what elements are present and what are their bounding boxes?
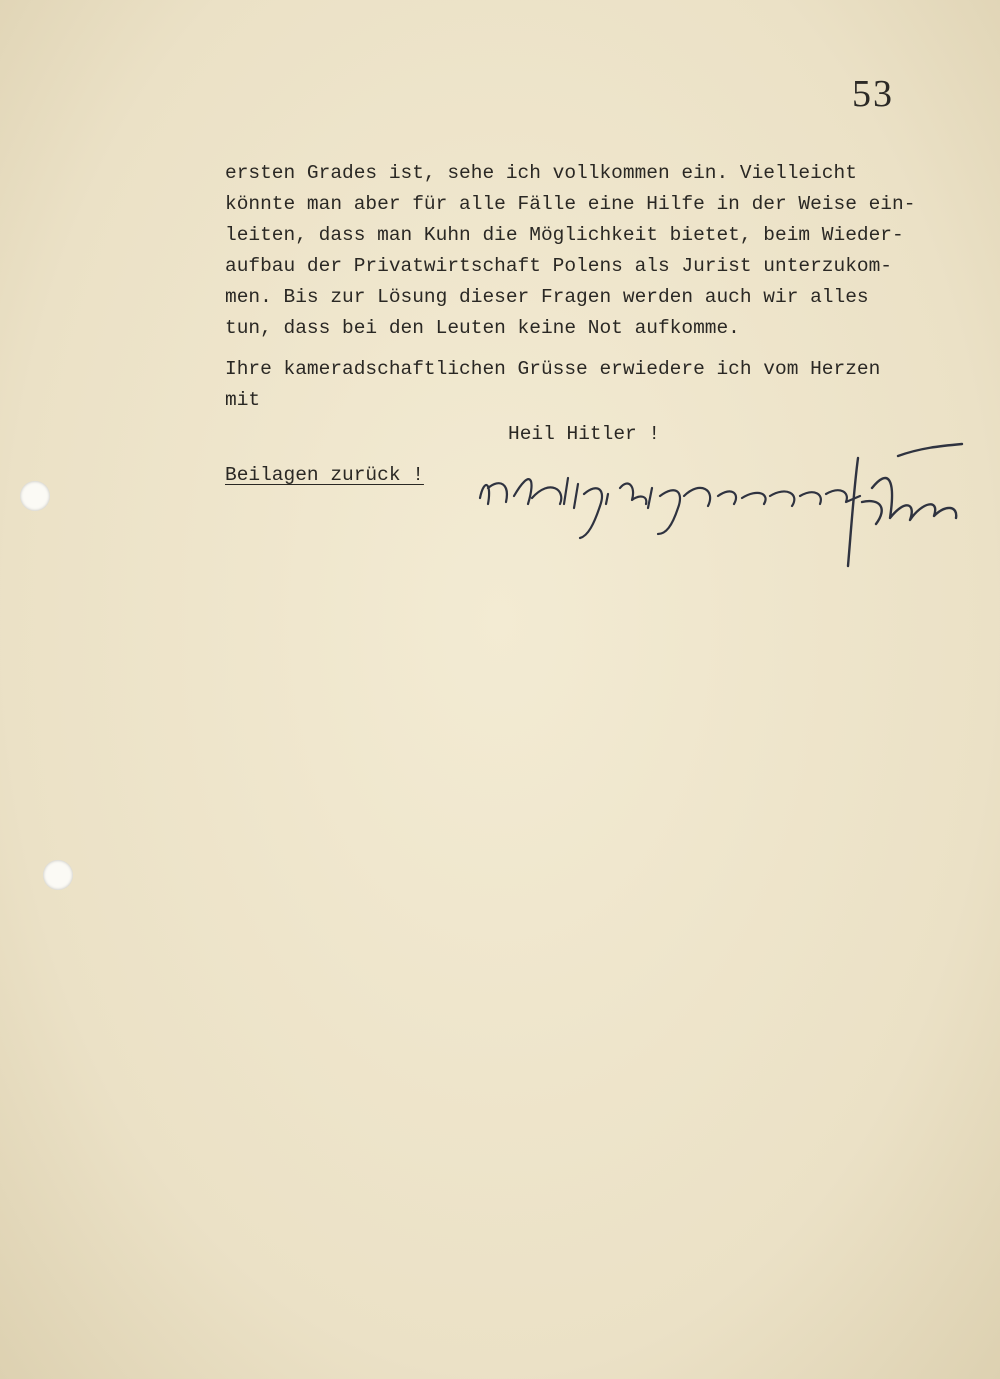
greeting-line: mit <box>225 389 261 411</box>
punch-hole <box>20 481 50 511</box>
body-line: könnte man aber für alle Fälle eine Hilfe in der Weise ein- <box>225 193 916 215</box>
greeting-line: Ihre kameradschaftlichen Grüsse erwiedere ich vom Herzen <box>225 358 881 380</box>
enclosure-note: Beilagen zurück ! <box>225 464 424 486</box>
greeting-paragraph <box>225 354 965 416</box>
body-line: ersten Grades ist, sehe ich vollkommen ein. Vielleicht <box>225 162 857 184</box>
body-line: tun, dass bei den Leuten keine Not aufkomme. <box>225 317 740 339</box>
handwritten-signature <box>470 438 970 578</box>
body-line: men. Bis zur Lösung dieser Fragen werden auch wir alles <box>225 286 869 308</box>
punch-hole <box>43 860 73 890</box>
page-number: 53 <box>852 73 894 115</box>
body-line: aufbau der Privatwirtschaft Polens als Jurist unterzukom- <box>225 255 893 277</box>
body-line: leiten, dass man Kuhn die Möglichkeit bietet, beim Wieder- <box>225 224 904 246</box>
letter-body <box>225 158 965 416</box>
closing-text: Heil Hitler ! <box>508 423 661 445</box>
